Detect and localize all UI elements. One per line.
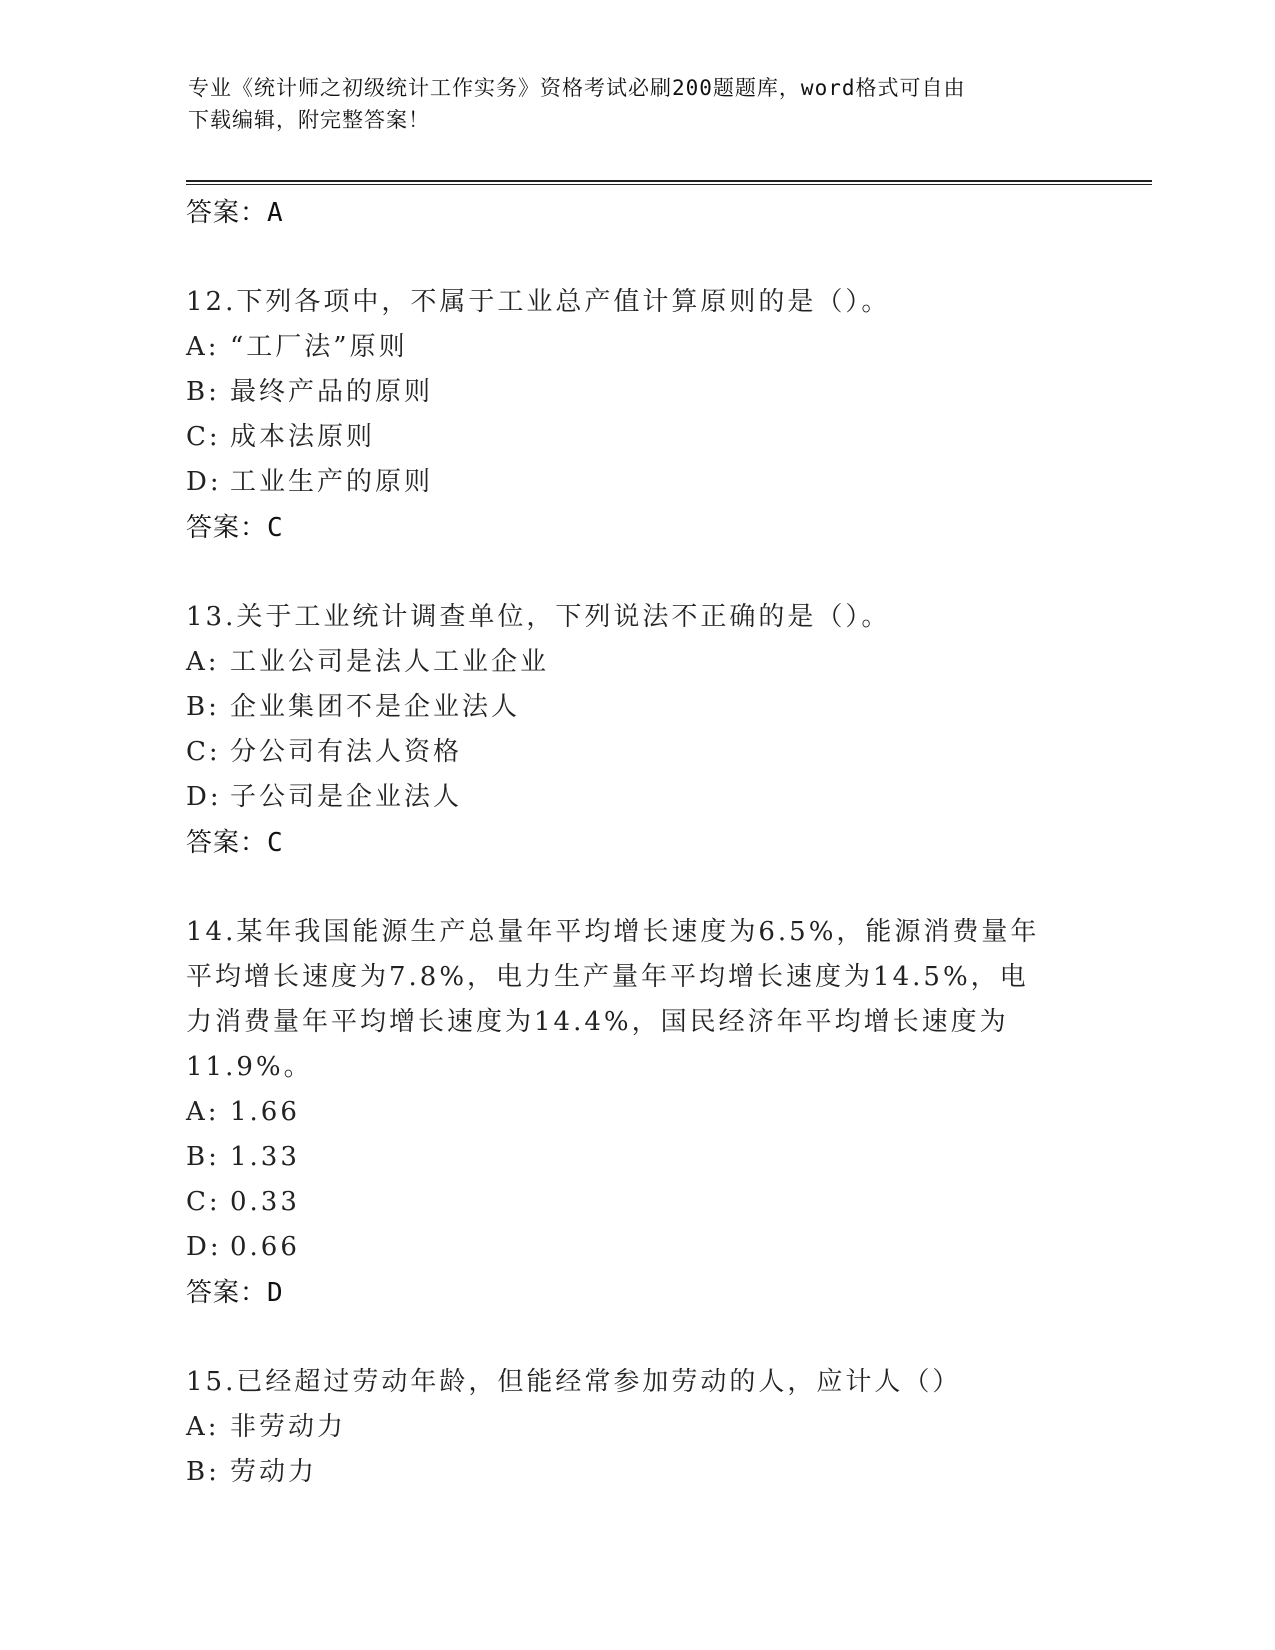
question-12 — [186, 280, 1146, 551]
question-12-option-c: C: 成本法原则 — [186, 422, 376, 452]
question-13-option-a: A: 工业公司是法人工业企业 — [186, 647, 550, 677]
question-13-text: 13.关于工业统计调查单位，下列说法不正确的是（）。 — [186, 602, 891, 632]
question-13 — [186, 595, 1146, 866]
answer-14: 答案：D — [186, 1278, 284, 1308]
header-line-1: 专业《统计师之初级统计工作实务》资格考试必刷200题题库，word格式可自由 — [188, 76, 966, 100]
question-13-option-c: C: 分公司有法人资格 — [186, 737, 463, 767]
answer-13: 答案：C — [186, 828, 284, 858]
header-line-2: 下载编辑，附完整答案！ — [188, 108, 430, 132]
answer-12: 答案：C — [186, 513, 284, 543]
question-14-option-a: A: 1.66 — [186, 1097, 300, 1127]
question-12-option-b: B: 最终产品的原则 — [186, 377, 434, 407]
question-15 — [186, 1360, 1146, 1495]
header-divider-thin — [186, 184, 1152, 185]
question-15-option-a: A: 非劳动力 — [186, 1412, 347, 1442]
question-12-option-d: D: 工业生产的原则 — [186, 467, 434, 497]
question-13-option-b: B: 企业集团不是企业法人 — [186, 692, 521, 722]
question-15-text: 15.已经超过劳动年龄，但能经常参加劳动的人，应计人（） — [186, 1367, 962, 1397]
question-12-option-a: A: “工厂法”原则 — [186, 332, 408, 362]
question-14 — [186, 910, 1146, 1316]
question-13-option-d: D: 子公司是企业法人 — [186, 782, 463, 812]
question-list — [186, 190, 1146, 1495]
question-15-option-b: B: 劳动力 — [186, 1457, 318, 1487]
document-header — [188, 72, 1088, 136]
question-14-text: 14.某年我国能源生产总量年平均增长速度为6.5%，能源消费量年平均增长速度为7.8%，电力生产量年平均增长速度为14.5%，电力消费量年平均增长速度为14.4%，国民经济年平均增长速度为11.9%。 — [186, 917, 1040, 1082]
answer-11: 答案：A — [186, 198, 284, 228]
question-14-option-c: C: 0.33 — [186, 1187, 300, 1217]
header-divider-thick — [186, 180, 1152, 182]
question-14-option-b: B: 1.33 — [186, 1142, 300, 1172]
question-14-option-d: D: 0.66 — [186, 1232, 300, 1262]
question-12-text: 12.下列各项中，不属于工业总产值计算原则的是（）。 — [186, 287, 891, 317]
